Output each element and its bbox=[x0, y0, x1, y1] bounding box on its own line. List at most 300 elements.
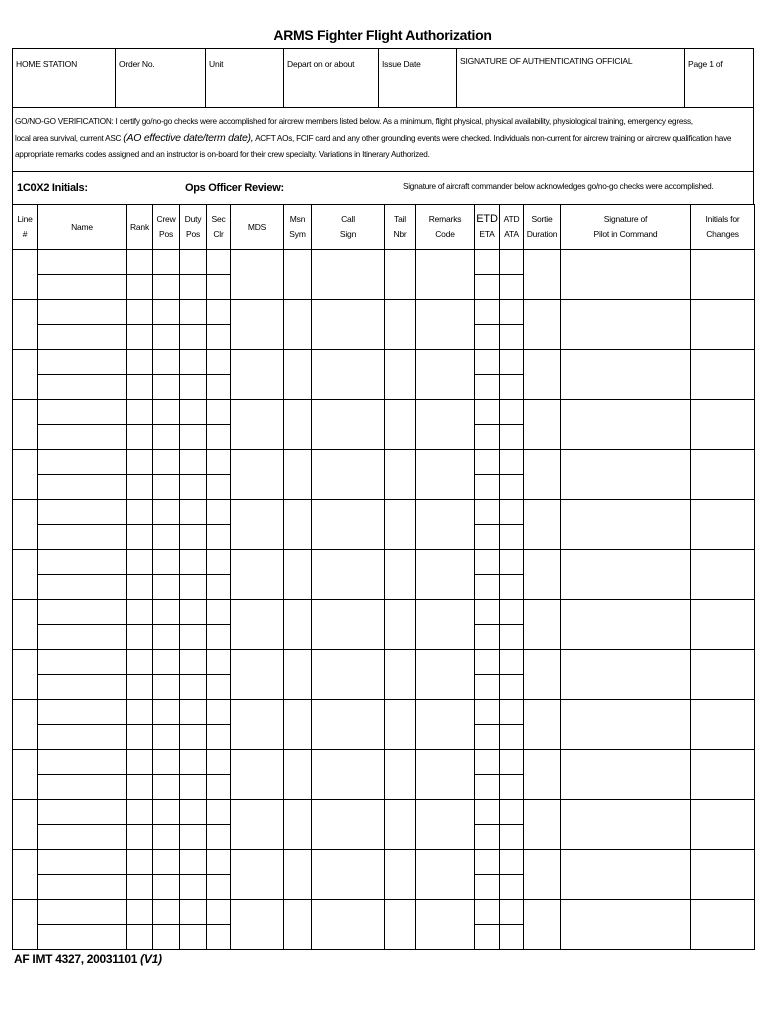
atd-cell[interactable] bbox=[500, 400, 524, 425]
mds-cell[interactable] bbox=[231, 850, 284, 900]
eta-cell[interactable] bbox=[475, 725, 500, 750]
name-cell[interactable] bbox=[38, 550, 127, 575]
mds-cell[interactable] bbox=[231, 800, 284, 850]
crew-pos-cell[interactable] bbox=[153, 250, 180, 275]
duty-pos-cell[interactable] bbox=[180, 675, 207, 700]
atd-cell[interactable] bbox=[500, 450, 524, 475]
rank-cell[interactable] bbox=[127, 775, 153, 800]
ata-cell[interactable] bbox=[500, 325, 524, 350]
mds-cell[interactable] bbox=[231, 750, 284, 800]
duty-pos-cell[interactable] bbox=[180, 725, 207, 750]
pilot-signature-cell[interactable] bbox=[561, 650, 691, 700]
tail-nbr-cell[interactable] bbox=[385, 900, 416, 950]
line-cell[interactable] bbox=[13, 250, 38, 300]
sec-clr-cell[interactable] bbox=[207, 450, 231, 475]
duty-pos-cell[interactable] bbox=[180, 825, 207, 850]
sec-clr-cell[interactable] bbox=[207, 475, 231, 500]
initials-changes-cell[interactable] bbox=[691, 800, 755, 850]
tail-nbr-cell[interactable] bbox=[385, 850, 416, 900]
atd-cell[interactable] bbox=[500, 550, 524, 575]
pilot-signature-cell[interactable] bbox=[561, 500, 691, 550]
duty-pos-cell[interactable] bbox=[180, 375, 207, 400]
ata-cell[interactable] bbox=[500, 725, 524, 750]
tail-nbr-cell[interactable] bbox=[385, 300, 416, 350]
duty-pos-cell[interactable] bbox=[180, 750, 207, 775]
eta-cell[interactable] bbox=[475, 325, 500, 350]
msn-sym-cell[interactable] bbox=[284, 250, 312, 300]
msn-sym-cell[interactable] bbox=[284, 350, 312, 400]
rank-cell[interactable] bbox=[127, 650, 153, 675]
crew-pos-cell[interactable] bbox=[153, 725, 180, 750]
duty-pos-cell[interactable] bbox=[180, 275, 207, 300]
ata-cell[interactable] bbox=[500, 625, 524, 650]
mds-cell[interactable] bbox=[231, 700, 284, 750]
rank-cell[interactable] bbox=[127, 600, 153, 625]
rank-cell[interactable] bbox=[127, 300, 153, 325]
ata-cell[interactable] bbox=[500, 525, 524, 550]
atd-cell[interactable] bbox=[500, 350, 524, 375]
eta-cell[interactable] bbox=[475, 675, 500, 700]
unit-field[interactable] bbox=[206, 49, 284, 107]
atd-cell[interactable] bbox=[500, 300, 524, 325]
line-cell[interactable] bbox=[13, 850, 38, 900]
pilot-signature-cell[interactable] bbox=[561, 300, 691, 350]
duty-pos-cell[interactable] bbox=[180, 550, 207, 575]
initials-changes-cell[interactable] bbox=[691, 850, 755, 900]
line-cell[interactable] bbox=[13, 900, 38, 950]
eta-cell[interactable] bbox=[475, 425, 500, 450]
msn-sym-cell[interactable] bbox=[284, 300, 312, 350]
sec-clr-cell[interactable] bbox=[207, 900, 231, 925]
line-cell[interactable] bbox=[13, 400, 38, 450]
initials-changes-cell[interactable] bbox=[691, 600, 755, 650]
tail-nbr-cell[interactable] bbox=[385, 350, 416, 400]
duty-pos-cell[interactable] bbox=[180, 925, 207, 950]
msn-sym-cell[interactable] bbox=[284, 500, 312, 550]
pilot-signature-cell[interactable] bbox=[561, 550, 691, 600]
name-cell[interactable] bbox=[38, 350, 127, 375]
atd-cell[interactable] bbox=[500, 600, 524, 625]
initials-changes-cell[interactable] bbox=[691, 550, 755, 600]
sortie-duration-cell[interactable] bbox=[524, 700, 561, 750]
name-cell[interactable] bbox=[38, 275, 127, 300]
sec-clr-cell[interactable] bbox=[207, 775, 231, 800]
remarks-code-cell[interactable] bbox=[416, 800, 475, 850]
sec-clr-cell[interactable] bbox=[207, 675, 231, 700]
name-cell[interactable] bbox=[38, 475, 127, 500]
sec-clr-cell[interactable] bbox=[207, 925, 231, 950]
name-cell[interactable] bbox=[38, 700, 127, 725]
ata-cell[interactable] bbox=[500, 375, 524, 400]
name-cell[interactable] bbox=[38, 750, 127, 775]
name-cell[interactable] bbox=[38, 575, 127, 600]
ata-cell[interactable] bbox=[500, 475, 524, 500]
duty-pos-cell[interactable] bbox=[180, 900, 207, 925]
duty-pos-cell[interactable] bbox=[180, 475, 207, 500]
crew-pos-cell[interactable] bbox=[153, 475, 180, 500]
name-cell[interactable] bbox=[38, 725, 127, 750]
page-number-field[interactable] bbox=[685, 49, 755, 107]
ata-cell[interactable] bbox=[500, 675, 524, 700]
name-cell[interactable] bbox=[38, 450, 127, 475]
sortie-duration-cell[interactable] bbox=[524, 450, 561, 500]
name-cell[interactable] bbox=[38, 250, 127, 275]
sortie-duration-cell[interactable] bbox=[524, 850, 561, 900]
sec-clr-cell[interactable] bbox=[207, 700, 231, 725]
crew-pos-cell[interactable] bbox=[153, 675, 180, 700]
remarks-code-cell[interactable] bbox=[416, 550, 475, 600]
ata-cell[interactable] bbox=[500, 825, 524, 850]
call-sign-cell[interactable] bbox=[312, 550, 385, 600]
sec-clr-cell[interactable] bbox=[207, 850, 231, 875]
ata-cell[interactable] bbox=[500, 425, 524, 450]
tail-nbr-cell[interactable] bbox=[385, 750, 416, 800]
msn-sym-cell[interactable] bbox=[284, 600, 312, 650]
name-cell[interactable] bbox=[38, 775, 127, 800]
initials-changes-cell[interactable] bbox=[691, 400, 755, 450]
rank-cell[interactable] bbox=[127, 825, 153, 850]
eta-cell[interactable] bbox=[475, 275, 500, 300]
msn-sym-cell[interactable] bbox=[284, 800, 312, 850]
crew-pos-cell[interactable] bbox=[153, 300, 180, 325]
sortie-duration-cell[interactable] bbox=[524, 500, 561, 550]
rank-cell[interactable] bbox=[127, 625, 153, 650]
name-cell[interactable] bbox=[38, 425, 127, 450]
sec-clr-cell[interactable] bbox=[207, 575, 231, 600]
crew-pos-cell[interactable] bbox=[153, 700, 180, 725]
duty-pos-cell[interactable] bbox=[180, 325, 207, 350]
call-sign-cell[interactable] bbox=[312, 300, 385, 350]
call-sign-cell[interactable] bbox=[312, 700, 385, 750]
msn-sym-cell[interactable] bbox=[284, 450, 312, 500]
name-cell[interactable] bbox=[38, 675, 127, 700]
sec-clr-cell[interactable] bbox=[207, 625, 231, 650]
call-sign-cell[interactable] bbox=[312, 500, 385, 550]
sortie-duration-cell[interactable] bbox=[524, 250, 561, 300]
duty-pos-cell[interactable] bbox=[180, 350, 207, 375]
name-cell[interactable] bbox=[38, 400, 127, 425]
sortie-duration-cell[interactable] bbox=[524, 750, 561, 800]
etd-cell[interactable] bbox=[475, 850, 500, 875]
tail-nbr-cell[interactable] bbox=[385, 800, 416, 850]
initials-changes-cell[interactable] bbox=[691, 450, 755, 500]
ata-cell[interactable] bbox=[500, 775, 524, 800]
name-cell[interactable] bbox=[38, 525, 127, 550]
name-cell[interactable] bbox=[38, 375, 127, 400]
rank-cell[interactable] bbox=[127, 450, 153, 475]
sortie-duration-cell[interactable] bbox=[524, 600, 561, 650]
ata-cell[interactable] bbox=[500, 925, 524, 950]
line-cell[interactable] bbox=[13, 600, 38, 650]
rank-cell[interactable] bbox=[127, 725, 153, 750]
remarks-code-cell[interactable] bbox=[416, 600, 475, 650]
sec-clr-cell[interactable] bbox=[207, 350, 231, 375]
authenticating-signature-field[interactable] bbox=[457, 49, 685, 107]
msn-sym-cell[interactable] bbox=[284, 900, 312, 950]
sec-clr-cell[interactable] bbox=[207, 875, 231, 900]
tail-nbr-cell[interactable] bbox=[385, 250, 416, 300]
crew-pos-cell[interactable] bbox=[153, 625, 180, 650]
etd-cell[interactable] bbox=[475, 450, 500, 475]
sec-clr-cell[interactable] bbox=[207, 375, 231, 400]
crew-pos-cell[interactable] bbox=[153, 650, 180, 675]
sortie-duration-cell[interactable] bbox=[524, 650, 561, 700]
call-sign-cell[interactable] bbox=[312, 650, 385, 700]
sec-clr-cell[interactable] bbox=[207, 250, 231, 275]
remarks-code-cell[interactable] bbox=[416, 850, 475, 900]
rank-cell[interactable] bbox=[127, 875, 153, 900]
depart-field[interactable] bbox=[284, 49, 379, 107]
sec-clr-cell[interactable] bbox=[207, 500, 231, 525]
sortie-duration-cell[interactable] bbox=[524, 550, 561, 600]
sec-clr-cell[interactable] bbox=[207, 325, 231, 350]
call-sign-cell[interactable] bbox=[312, 450, 385, 500]
pilot-signature-cell[interactable] bbox=[561, 850, 691, 900]
rank-cell[interactable] bbox=[127, 675, 153, 700]
crew-pos-cell[interactable] bbox=[153, 925, 180, 950]
etd-cell[interactable] bbox=[475, 700, 500, 725]
line-cell[interactable] bbox=[13, 300, 38, 350]
etd-cell[interactable] bbox=[475, 300, 500, 325]
eta-cell[interactable] bbox=[475, 825, 500, 850]
remarks-code-cell[interactable] bbox=[416, 650, 475, 700]
crew-pos-cell[interactable] bbox=[153, 275, 180, 300]
crew-pos-cell[interactable] bbox=[153, 800, 180, 825]
etd-cell[interactable] bbox=[475, 650, 500, 675]
remarks-code-cell[interactable] bbox=[416, 400, 475, 450]
remarks-code-cell[interactable] bbox=[416, 700, 475, 750]
sortie-duration-cell[interactable] bbox=[524, 350, 561, 400]
eta-cell[interactable] bbox=[475, 475, 500, 500]
order-no-field[interactable] bbox=[116, 49, 206, 107]
duty-pos-cell[interactable] bbox=[180, 450, 207, 475]
atd-cell[interactable] bbox=[500, 750, 524, 775]
remarks-code-cell[interactable] bbox=[416, 500, 475, 550]
atd-cell[interactable] bbox=[500, 650, 524, 675]
crew-pos-cell[interactable] bbox=[153, 600, 180, 625]
ata-cell[interactable] bbox=[500, 875, 524, 900]
pilot-signature-cell[interactable] bbox=[561, 350, 691, 400]
sec-clr-cell[interactable] bbox=[207, 275, 231, 300]
pilot-signature-cell[interactable] bbox=[561, 400, 691, 450]
crew-pos-cell[interactable] bbox=[153, 425, 180, 450]
tail-nbr-cell[interactable] bbox=[385, 550, 416, 600]
remarks-code-cell[interactable] bbox=[416, 900, 475, 950]
msn-sym-cell[interactable] bbox=[284, 700, 312, 750]
msn-sym-cell[interactable] bbox=[284, 650, 312, 700]
remarks-code-cell[interactable] bbox=[416, 300, 475, 350]
etd-cell[interactable] bbox=[475, 500, 500, 525]
etd-cell[interactable] bbox=[475, 750, 500, 775]
sortie-duration-cell[interactable] bbox=[524, 800, 561, 850]
atd-cell[interactable] bbox=[500, 900, 524, 925]
ata-cell[interactable] bbox=[500, 575, 524, 600]
pilot-signature-cell[interactable] bbox=[561, 800, 691, 850]
mds-cell[interactable] bbox=[231, 450, 284, 500]
rank-cell[interactable] bbox=[127, 325, 153, 350]
tail-nbr-cell[interactable] bbox=[385, 500, 416, 550]
eta-cell[interactable] bbox=[475, 875, 500, 900]
ata-cell[interactable] bbox=[500, 275, 524, 300]
pilot-signature-cell[interactable] bbox=[561, 600, 691, 650]
duty-pos-cell[interactable] bbox=[180, 775, 207, 800]
etd-cell[interactable] bbox=[475, 550, 500, 575]
initials-changes-cell[interactable] bbox=[691, 650, 755, 700]
rank-cell[interactable] bbox=[127, 400, 153, 425]
name-cell[interactable] bbox=[38, 325, 127, 350]
msn-sym-cell[interactable] bbox=[284, 550, 312, 600]
mds-cell[interactable] bbox=[231, 400, 284, 450]
rank-cell[interactable] bbox=[127, 475, 153, 500]
eta-cell[interactable] bbox=[475, 925, 500, 950]
duty-pos-cell[interactable] bbox=[180, 250, 207, 275]
duty-pos-cell[interactable] bbox=[180, 575, 207, 600]
sec-clr-cell[interactable] bbox=[207, 750, 231, 775]
line-cell[interactable] bbox=[13, 450, 38, 500]
pilot-signature-cell[interactable] bbox=[561, 450, 691, 500]
rank-cell[interactable] bbox=[127, 850, 153, 875]
mds-cell[interactable] bbox=[231, 300, 284, 350]
eta-cell[interactable] bbox=[475, 775, 500, 800]
remarks-code-cell[interactable] bbox=[416, 450, 475, 500]
sec-clr-cell[interactable] bbox=[207, 650, 231, 675]
crew-pos-cell[interactable] bbox=[153, 775, 180, 800]
tail-nbr-cell[interactable] bbox=[385, 400, 416, 450]
crew-pos-cell[interactable] bbox=[153, 525, 180, 550]
sec-clr-cell[interactable] bbox=[207, 300, 231, 325]
sortie-duration-cell[interactable] bbox=[524, 900, 561, 950]
rank-cell[interactable] bbox=[127, 575, 153, 600]
initials-changes-cell[interactable] bbox=[691, 250, 755, 300]
tail-nbr-cell[interactable] bbox=[385, 650, 416, 700]
initials-changes-cell[interactable] bbox=[691, 350, 755, 400]
call-sign-cell[interactable] bbox=[312, 250, 385, 300]
name-cell[interactable] bbox=[38, 300, 127, 325]
mds-cell[interactable] bbox=[231, 350, 284, 400]
etd-cell[interactable] bbox=[475, 900, 500, 925]
etd-cell[interactable] bbox=[475, 600, 500, 625]
mds-cell[interactable] bbox=[231, 600, 284, 650]
crew-pos-cell[interactable] bbox=[153, 450, 180, 475]
eta-cell[interactable] bbox=[475, 375, 500, 400]
atd-cell[interactable] bbox=[500, 700, 524, 725]
crew-pos-cell[interactable] bbox=[153, 850, 180, 875]
pilot-signature-cell[interactable] bbox=[561, 750, 691, 800]
call-sign-cell[interactable] bbox=[312, 750, 385, 800]
atd-cell[interactable] bbox=[500, 250, 524, 275]
atd-cell[interactable] bbox=[500, 800, 524, 825]
name-cell[interactable] bbox=[38, 800, 127, 825]
issue-date-field[interactable] bbox=[379, 49, 457, 107]
duty-pos-cell[interactable] bbox=[180, 425, 207, 450]
call-sign-cell[interactable] bbox=[312, 350, 385, 400]
sortie-duration-cell[interactable] bbox=[524, 400, 561, 450]
mds-cell[interactable] bbox=[231, 500, 284, 550]
home-station-field[interactable] bbox=[13, 49, 116, 107]
rank-cell[interactable] bbox=[127, 550, 153, 575]
line-cell[interactable] bbox=[13, 500, 38, 550]
crew-pos-cell[interactable] bbox=[153, 575, 180, 600]
crew-pos-cell[interactable] bbox=[153, 375, 180, 400]
mds-cell[interactable] bbox=[231, 650, 284, 700]
name-cell[interactable] bbox=[38, 925, 127, 950]
pilot-signature-cell[interactable] bbox=[561, 250, 691, 300]
name-cell[interactable] bbox=[38, 500, 127, 525]
call-sign-cell[interactable] bbox=[312, 900, 385, 950]
sec-clr-cell[interactable] bbox=[207, 425, 231, 450]
pilot-signature-cell[interactable] bbox=[561, 700, 691, 750]
sec-clr-cell[interactable] bbox=[207, 825, 231, 850]
rank-cell[interactable] bbox=[127, 275, 153, 300]
rank-cell[interactable] bbox=[127, 425, 153, 450]
etd-cell[interactable] bbox=[475, 400, 500, 425]
mds-cell[interactable] bbox=[231, 550, 284, 600]
call-sign-cell[interactable] bbox=[312, 850, 385, 900]
crew-pos-cell[interactable] bbox=[153, 900, 180, 925]
crew-pos-cell[interactable] bbox=[153, 550, 180, 575]
sec-clr-cell[interactable] bbox=[207, 525, 231, 550]
atd-cell[interactable] bbox=[500, 500, 524, 525]
rank-cell[interactable] bbox=[127, 525, 153, 550]
etd-cell[interactable] bbox=[475, 800, 500, 825]
initials-changes-cell[interactable] bbox=[691, 700, 755, 750]
rank-cell[interactable] bbox=[127, 700, 153, 725]
duty-pos-cell[interactable] bbox=[180, 650, 207, 675]
rank-cell[interactable] bbox=[127, 925, 153, 950]
msn-sym-cell[interactable] bbox=[284, 750, 312, 800]
etd-cell[interactable] bbox=[475, 350, 500, 375]
initials-changes-cell[interactable] bbox=[691, 750, 755, 800]
rank-cell[interactable] bbox=[127, 750, 153, 775]
sec-clr-cell[interactable] bbox=[207, 400, 231, 425]
line-cell[interactable] bbox=[13, 700, 38, 750]
crew-pos-cell[interactable] bbox=[153, 325, 180, 350]
duty-pos-cell[interactable] bbox=[180, 700, 207, 725]
call-sign-cell[interactable] bbox=[312, 800, 385, 850]
sec-clr-cell[interactable] bbox=[207, 725, 231, 750]
rank-cell[interactable] bbox=[127, 250, 153, 275]
sec-clr-cell[interactable] bbox=[207, 550, 231, 575]
crew-pos-cell[interactable] bbox=[153, 875, 180, 900]
rank-cell[interactable] bbox=[127, 800, 153, 825]
rank-cell[interactable] bbox=[127, 900, 153, 925]
crew-pos-cell[interactable] bbox=[153, 400, 180, 425]
name-cell[interactable] bbox=[38, 625, 127, 650]
duty-pos-cell[interactable] bbox=[180, 800, 207, 825]
name-cell[interactable] bbox=[38, 850, 127, 875]
rank-cell[interactable] bbox=[127, 350, 153, 375]
eta-cell[interactable] bbox=[475, 525, 500, 550]
msn-sym-cell[interactable] bbox=[284, 400, 312, 450]
line-cell[interactable] bbox=[13, 550, 38, 600]
name-cell[interactable] bbox=[38, 600, 127, 625]
tail-nbr-cell[interactable] bbox=[385, 700, 416, 750]
remarks-code-cell[interactable] bbox=[416, 750, 475, 800]
call-sign-cell[interactable] bbox=[312, 600, 385, 650]
initials-changes-cell[interactable] bbox=[691, 500, 755, 550]
line-cell[interactable] bbox=[13, 650, 38, 700]
tail-nbr-cell[interactable] bbox=[385, 600, 416, 650]
crew-pos-cell[interactable] bbox=[153, 500, 180, 525]
initials-changes-cell[interactable] bbox=[691, 300, 755, 350]
crew-pos-cell[interactable] bbox=[153, 825, 180, 850]
tail-nbr-cell[interactable] bbox=[385, 450, 416, 500]
atd-cell[interactable] bbox=[500, 850, 524, 875]
duty-pos-cell[interactable] bbox=[180, 600, 207, 625]
duty-pos-cell[interactable] bbox=[180, 850, 207, 875]
duty-pos-cell[interactable] bbox=[180, 525, 207, 550]
eta-cell[interactable] bbox=[475, 575, 500, 600]
